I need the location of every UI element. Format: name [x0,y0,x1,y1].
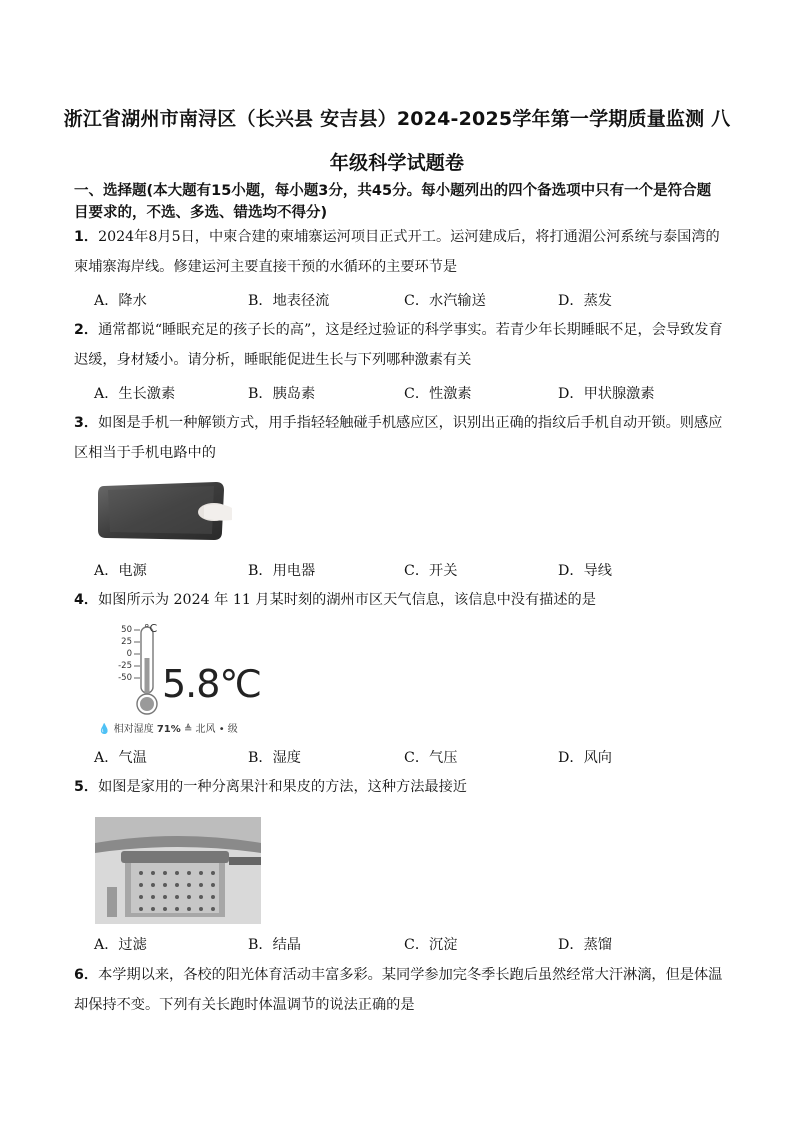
option-d[interactable]: D．导线 [558,563,612,579]
option-a[interactable]: A．气温 [94,750,147,766]
question-text: 本学期以来，各校的阳光体育活动丰富多彩。某同学参加完冬季长跑后虽然经常大汗淋漓，但是体温却保持不变。下列有关长跑时体温调节的说法正确的是 [74,967,723,1013]
weather-info-image [94,620,274,740]
humidity-label: 相对湿度 [113,724,154,735]
question-3-options [94,560,714,586]
option-c[interactable]: C．气压 [404,750,458,766]
option-d[interactable]: D．风向 [558,750,612,766]
question-4-options [94,747,714,773]
question-3 [74,408,724,468]
temperature-value: 5.8℃ [162,662,262,706]
option-c[interactable]: C．开关 [404,563,458,579]
question-text: 如图是手机一种解锁方式，用手指轻轻触碰手机感应区，识别出正确的指纹后手机自动开锁。则感应区相当于手机电路中的 [74,415,723,461]
question-number: 5． [74,779,99,795]
question-5 [74,772,724,802]
question-number: 3． [74,415,99,431]
question-text: 2024年8月5日，中柬合建的柬埔寨运河项目正式开工。运河建成后，将打通湄公河系统与泰国湾的柬埔寨海岸线。修建运河主要直接干预的水循环的主要环节是 [74,229,720,275]
option-b[interactable]: B．结晶 [248,937,301,953]
option-b[interactable]: B．湿度 [248,750,301,766]
option-b[interactable]: B．胰岛素 [248,386,316,402]
question-number: 1． [74,229,99,245]
page-title-line-1: 浙江省湖州市南浔区（长兴县 安吉县）2024-2025学年第一学期质量监测 八 [63,108,731,130]
question-1 [74,222,724,282]
wind-value: 北风 • 级 [195,724,238,735]
option-a[interactable]: A．降水 [94,293,147,309]
question-number: 4． [74,592,99,608]
question-1-options [94,290,714,316]
option-c[interactable]: C．水汽输送 [404,293,486,309]
question-text: 如图是家用的一种分离果汁和果皮的方法，这种方法最接近 [98,779,467,795]
option-a[interactable]: A．生长激素 [94,386,176,402]
option-a[interactable]: A．电源 [94,563,147,579]
question-number: 6． [74,967,99,983]
question-2-options [94,383,714,409]
section-heading: 一、选择题(本大题有15小题，每小题3分，共45分。每小题列出的四个备选项中只有一个是符合题目要求的，不选、多选、错选均不得分) [74,183,712,221]
question-text: 通常都说“睡眠充足的孩子长的高”，这是经过验证的科学事实。若青少年长期睡眠不足，会导致发育迟缓，身材矮小。请分析，睡眠能促进生长与下列哪种激素有关 [74,322,723,368]
droplet-icon: 💧 [98,724,111,735]
question-text: 如图所示为 2024 年 11 月某时刻的湖州市区天气信息，该信息中没有描述的是 [98,592,596,608]
humidity-value: 71% [156,724,181,735]
option-d[interactable]: D．蒸馏 [558,937,612,953]
option-d[interactable]: D．蒸发 [558,293,612,309]
option-a[interactable]: A．过滤 [94,937,147,953]
question-2 [74,315,724,375]
option-b[interactable]: B．用电器 [248,563,316,579]
phone-fingerprint-image [96,478,232,544]
thermometer-scale: 50 25 0 -25 -50 [118,625,132,683]
question-5-options [94,934,714,960]
option-c[interactable]: C．性激素 [404,386,472,402]
question-6 [74,960,724,1020]
temperature-unit: °C [144,622,158,635]
page-title-line-2: 年级科学试题卷 [329,152,465,174]
option-b[interactable]: B．地表径流 [248,293,330,309]
option-c[interactable]: C．沉淀 [404,937,458,953]
option-d[interactable]: D．甲状腺激素 [558,386,655,402]
juicer-strainer-image [95,817,261,924]
question-number: 2． [74,322,99,338]
weather-details [98,720,238,735]
question-4 [74,585,724,615]
wind-icon: ≜ [183,724,193,735]
